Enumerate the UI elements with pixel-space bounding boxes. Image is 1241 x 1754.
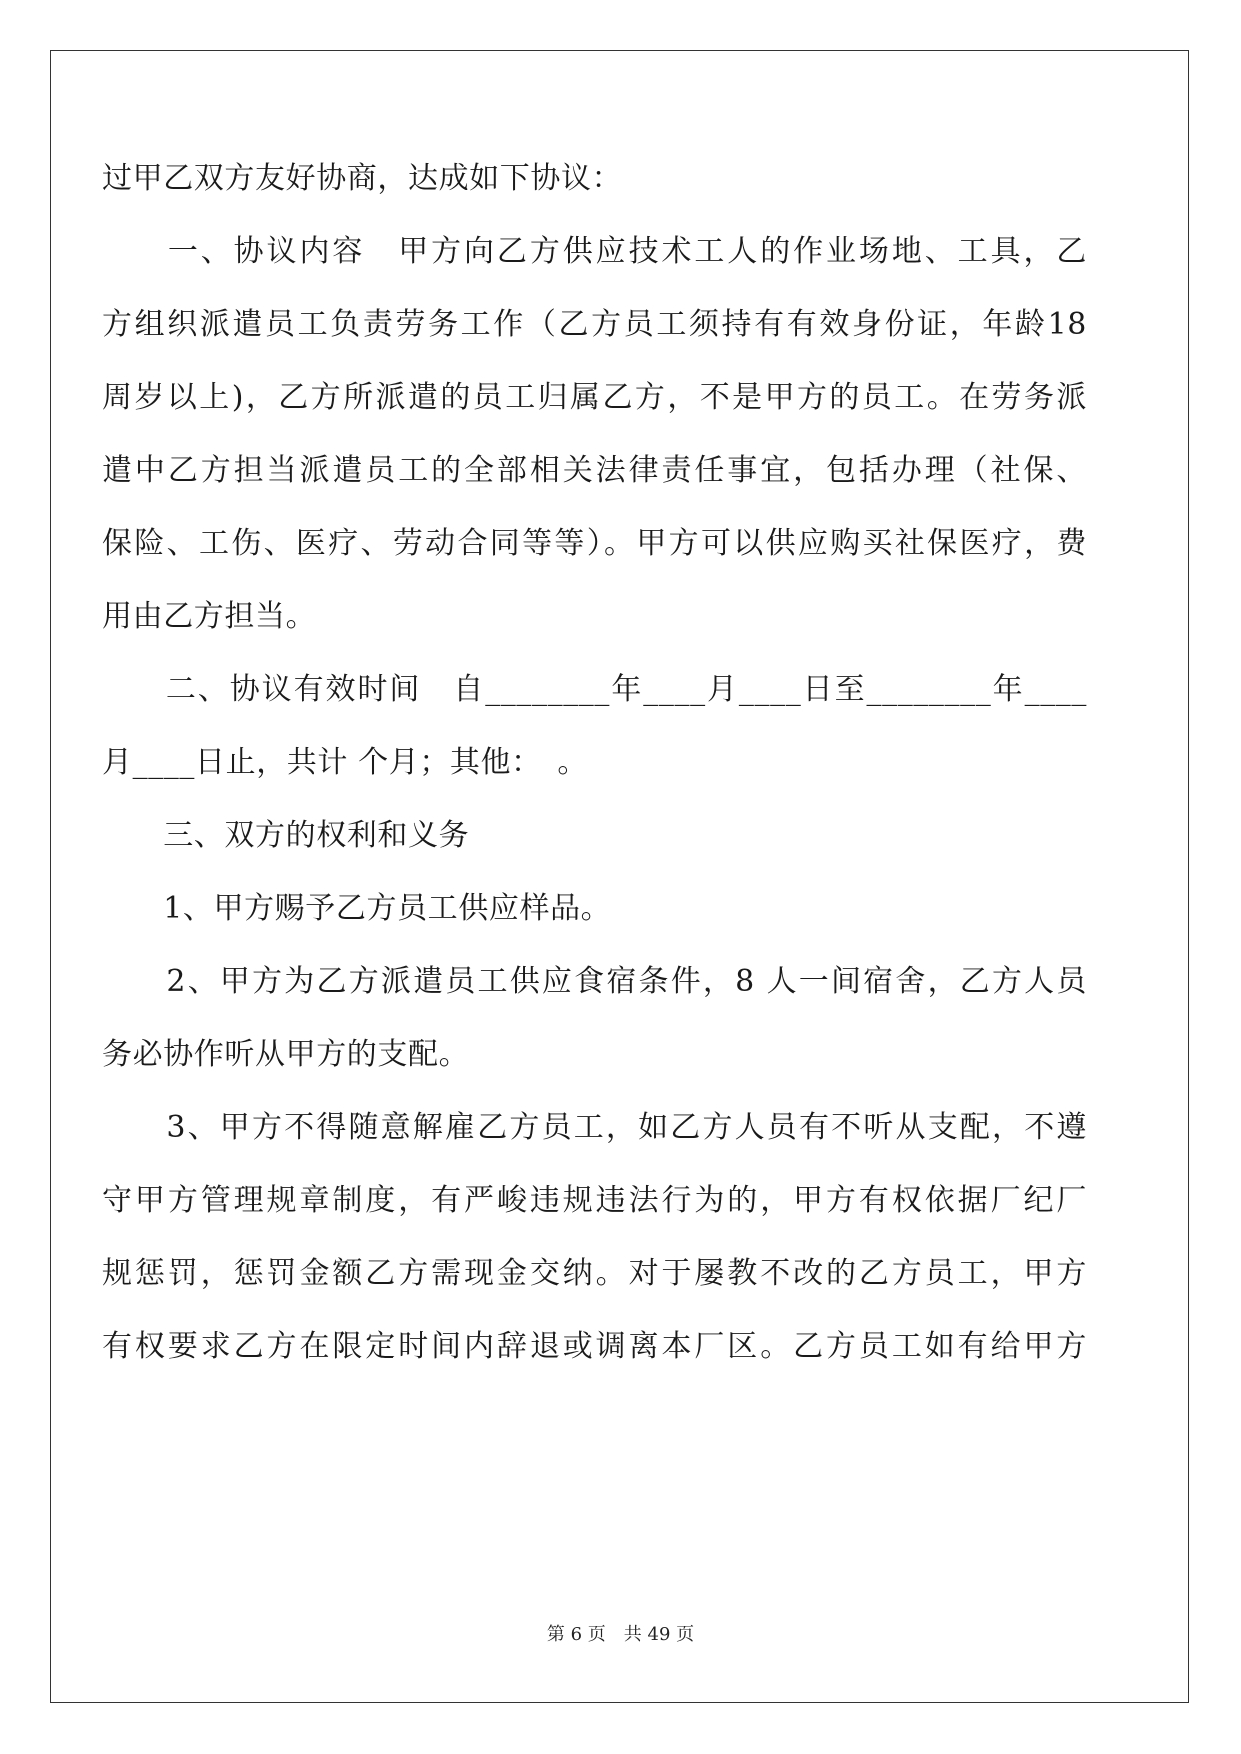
text-line: 务必协作听从甲方的支配。	[102, 1037, 470, 1072]
text-line: 3、甲方不得随意解雇乙方员工，如乙方人员有不听从支配，不遵	[102, 1110, 1087, 1145]
text-line: 规惩罚，惩罚金额乙方需现金交纳。对于屡教不改的乙方员工，甲方	[102, 1256, 1087, 1291]
text-line: 2、甲方为乙方派遣员工供应食宿条件，8 人一间宿舍，乙方人员	[102, 964, 1087, 999]
text-line: 周岁以上)，乙方所派遣的员工归属乙方，不是甲方的员工。在劳务派	[102, 380, 1087, 415]
text-line: 有权要求乙方在限定时间内辞退或调离本厂区。乙方员工如有给甲方	[102, 1329, 1087, 1364]
text-line: 用由乙方担当。	[102, 599, 317, 634]
text-line: 守甲方管理规章制度，有严峻违规违法行为的，甲方有权依据厂纪厂	[102, 1183, 1087, 1218]
page-footer: 第 6 页 共 49 页	[546, 1624, 695, 1645]
text-line: 月____日止，共计 个月；其他： 。	[102, 745, 588, 780]
text-line: 1、甲方赐予乙方员工供应样品。	[102, 891, 612, 926]
text-line: 方组织派遣员工负责劳务工作（乙方员工须持有有效身份证，年龄18	[102, 307, 1087, 342]
text-line: 过甲乙双方友好协商，达成如下协议：	[102, 161, 623, 196]
text-line: 二、协议有效时间 自________年____月____日至________年____	[102, 672, 1087, 707]
text-line: 一、协议内容 甲方向乙方供应技术工人的作业场地、工具，乙	[102, 234, 1087, 269]
text-line: 三、双方的权利和义务	[102, 818, 470, 853]
text-line: 保险、工伤、医疗、劳动合同等等）。甲方可以供应购买社保医疗，费	[102, 526, 1087, 561]
page-border	[50, 50, 1189, 1703]
text-line: 遣中乙方担当派遣员工的全部相关法律责任事宜，包括办理（社保、	[102, 453, 1087, 488]
